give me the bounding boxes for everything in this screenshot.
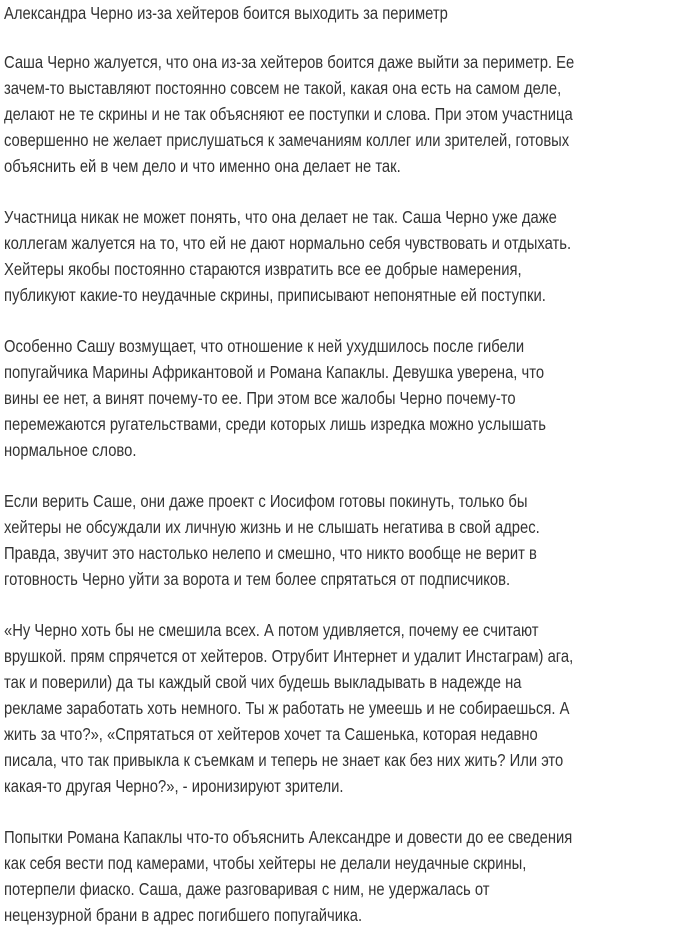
text-line: публикуют какие-то неудачные скрины, приписывают непонятные ей поступки. bbox=[4, 285, 546, 305]
paragraph-2 bbox=[4, 204, 692, 308]
paragraph-6 bbox=[4, 824, 692, 928]
text-line: зачем-то выставляют постоянно совсем не такой, какая она есть на самом деле, bbox=[4, 78, 562, 98]
article-title: Александра Черно из-за хейтеров боится выходить за периметр bbox=[4, 3, 448, 23]
article-body bbox=[4, 0, 692, 928]
text-line: так и поверили) да ты каждый свой чих будешь выкладывать в надежде на bbox=[4, 672, 522, 692]
text-line: Правда, звучит это настолько нелепо и смешно, что никто вообще не верит в bbox=[4, 543, 537, 563]
text-line: готовность Черно уйти за ворота и тем более спрятаться от подписчиков. bbox=[4, 569, 511, 589]
text-line: коллегам жалуется на то, что ей не дают нормально себя чувствовать и отдыхать. bbox=[4, 233, 572, 253]
text-line: хейтеры не обсуждали их личную жизнь и не слышать негатива в свой адрес. bbox=[4, 517, 540, 537]
paragraph-1 bbox=[4, 49, 692, 179]
text-line: жить за что?», «Спрятаться от хейтеров хочет та Сашенька, которая недавно bbox=[4, 724, 538, 744]
text-line: объяснить ей в чем дело и что именно она делает не так. bbox=[4, 156, 401, 176]
text-line: потерпели фиаско. Саша, даже разговаривая с ним, не удержалась от bbox=[4, 879, 490, 899]
text-line: рекламе заработать хоть немного. Ты ж работать не умеешь и не собираешься. А bbox=[4, 698, 570, 718]
text-line: перемежаются ругательствами, среди которых лишь изредка можно услышать bbox=[4, 414, 546, 434]
text-line: Если верить Саше, они даже проект с Иосифом готовы покинуть, только бы bbox=[4, 491, 528, 511]
text-line: вины ее нет, а винят почему-то ее. При этом все жалобы Черно почему-то bbox=[4, 388, 516, 408]
text-line: попугайчика Марины Африкантовой и Романа Капаклы. Девушка уверена, что bbox=[4, 362, 545, 382]
paragraph-quote bbox=[4, 617, 692, 799]
text-line: как себя вести под камерами, чтобы хейтеры не делали неудачные скрины, bbox=[4, 853, 527, 873]
paragraph-3 bbox=[4, 333, 692, 463]
text-line: «Ну Черно хоть бы не смешила всех. А потом удивляется, почему ее считают bbox=[4, 620, 539, 640]
paragraph-4 bbox=[4, 488, 692, 592]
text-line: Саша Черно жалуется, что она из-за хейтеров боится даже выйти за периметр. Ее bbox=[4, 52, 575, 72]
text-line: делают не те скрины и не так объясняют ее поступки и слова. При этом участница bbox=[4, 104, 573, 124]
text-line: Попытки Романа Капаклы что-то объяснить Александре и довести до ее сведения bbox=[4, 827, 573, 847]
text-line: Участница никак не может понять, что она делает не так. Саша Черно уже даже bbox=[4, 207, 557, 227]
text-line: какая-то другая Черно?», - иронизируют зрители. bbox=[4, 776, 344, 796]
text-line: врушкой. прям спрячется от хейтеров. Отрубит Интернет и удалит Инстаграм) ага, bbox=[4, 646, 574, 666]
text-line: Особенно Сашу возмущает, что отношение к ней ухудшилось после гибели bbox=[4, 336, 525, 356]
text-line: совершенно не желает прислушаться к замечаниям коллег или зрителей, готовых bbox=[4, 130, 570, 150]
text-line: писала, что так привыкла к съемкам и теперь не знает как без них жить? Или это bbox=[4, 750, 564, 770]
text-line: Хейтеры якобы постоянно стараются извратить все ее добрые намерения, bbox=[4, 259, 522, 279]
text-line: нецензурной брани в адрес погибшего попугайчика. bbox=[4, 905, 363, 925]
text-line: нормальное слово. bbox=[4, 440, 137, 460]
